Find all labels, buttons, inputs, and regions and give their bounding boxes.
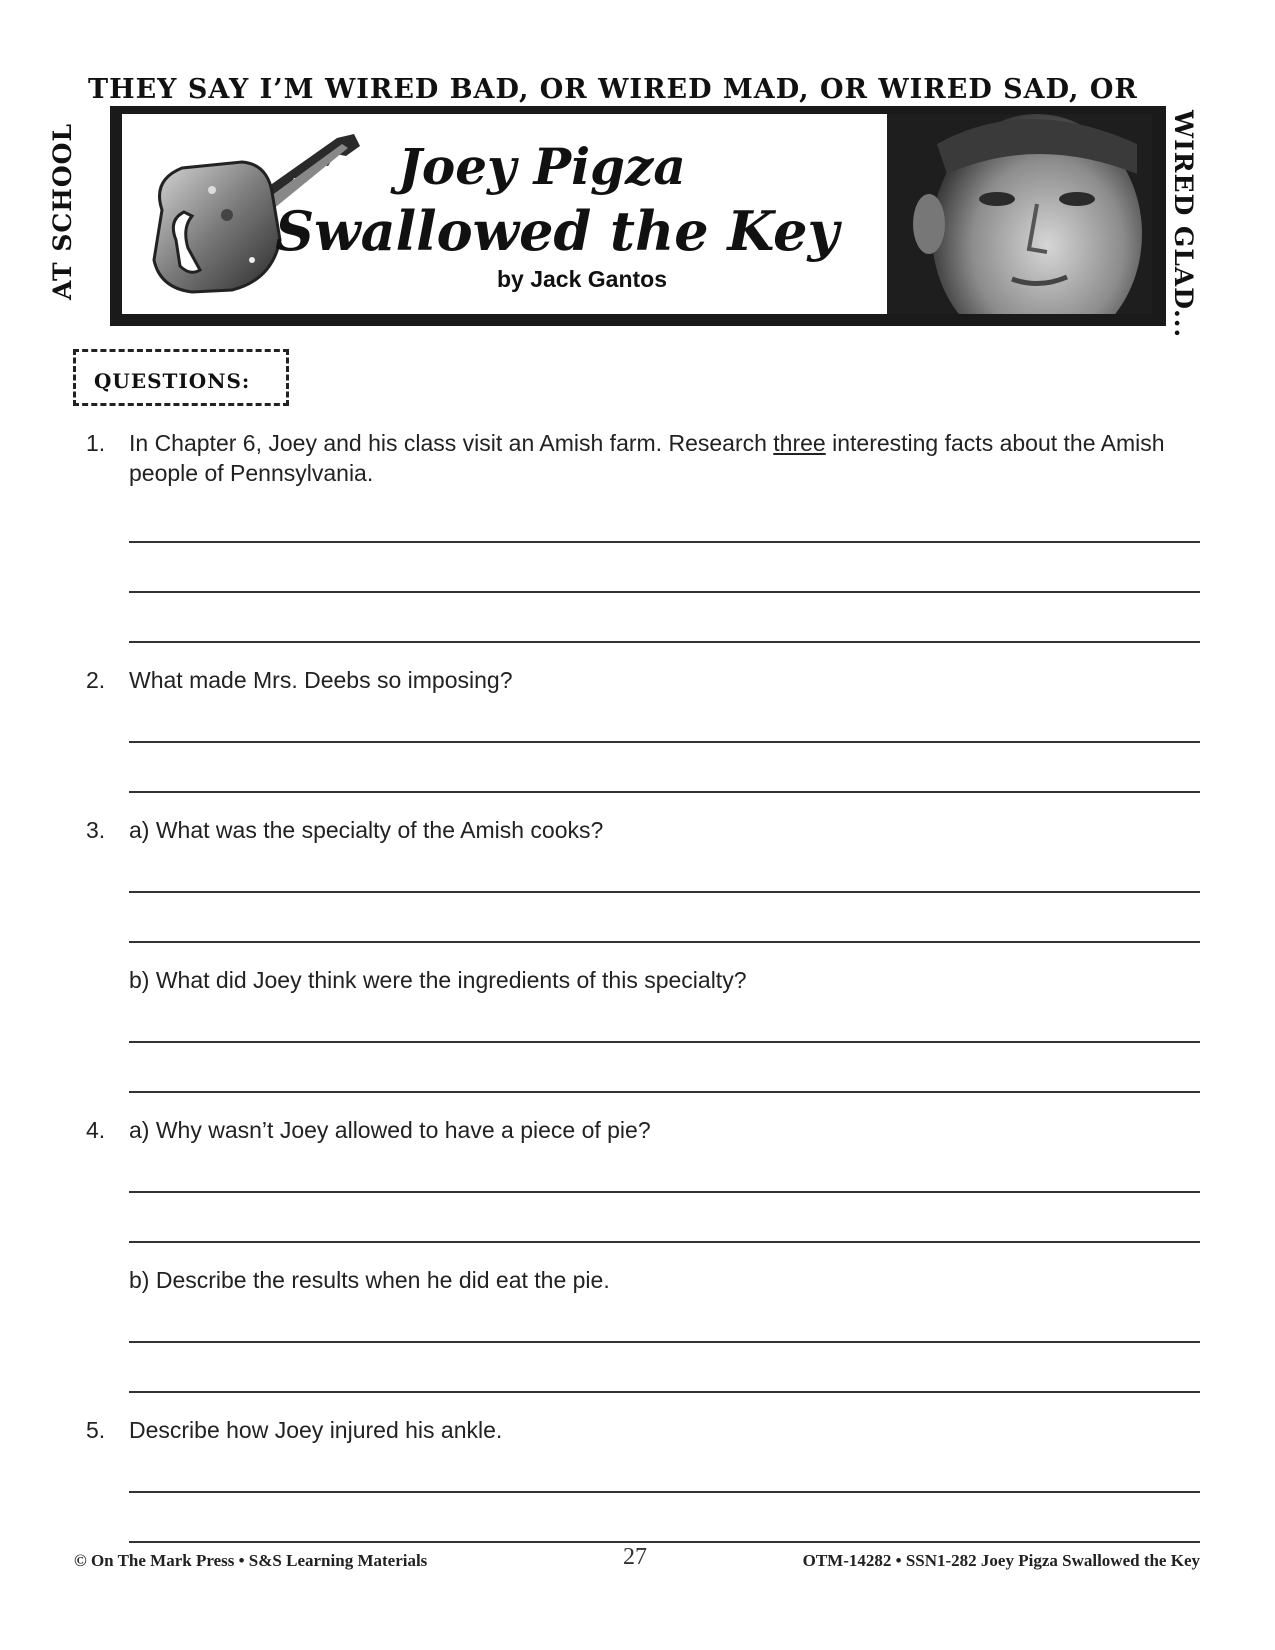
book-title-line-2: Swallowed the Key (275, 199, 839, 263)
answer-line[interactable] (129, 791, 1200, 793)
book-title-line-1: Joey Pigza (398, 137, 686, 196)
underlined-word: three (773, 430, 826, 456)
answer-line[interactable] (129, 1391, 1200, 1393)
book-author: by Jack Gantos (496, 266, 668, 292)
question-text-part: In Chapter 6, Joey and his class visit an Amish farm. Research (129, 430, 774, 456)
question-text (129, 428, 1199, 488)
question-number: 2. (86, 667, 106, 693)
banner-top-text: THEY SAY I’M WIRED BAD, OR WIRED MAD, OR WIRED SAD, OR (88, 74, 1138, 105)
questions-label: QUESTIONS: (73, 349, 289, 406)
question-number: 5. (86, 1417, 106, 1443)
answer-line[interactable] (129, 1241, 1200, 1243)
question-text: b) Describe the results when he did eat the pie. (129, 1267, 610, 1293)
answer-line[interactable] (129, 941, 1200, 943)
answer-line[interactable] (129, 1041, 1200, 1043)
answer-line[interactable] (129, 541, 1200, 543)
book-title (122, 137, 1152, 263)
banner-left-text: AT SCHOOL (48, 122, 77, 300)
answer-line[interactable] (129, 1091, 1200, 1093)
answer-line[interactable] (129, 591, 1200, 593)
answer-line[interactable] (129, 1191, 1200, 1193)
question-text-part: interesting facts about the Amish people of Pennsylvania. (129, 430, 1165, 486)
question-number: 3. (86, 817, 106, 843)
answer-line[interactable] (129, 891, 1200, 893)
banner-right-text: WIRED GLAD... (1169, 110, 1198, 339)
footer-product-code: OTM-14282 • SSN1-282 Joey Pigza Swallowed the Key (802, 1551, 1200, 1570)
answer-line[interactable] (129, 1541, 1200, 1543)
title-banner (110, 106, 1166, 326)
footer-copyright: © On The Mark Press • S&S Learning Materials (74, 1551, 428, 1570)
answer-line[interactable] (129, 1341, 1200, 1343)
question-text: Describe how Joey injured his ankle. (129, 1417, 503, 1443)
question-text: b) What did Joey think were the ingredients of this specialty? (129, 967, 747, 993)
question-text: a) What was the specialty of the Amish cooks? (129, 817, 604, 843)
question-text: a) Why wasn’t Joey allowed to have a piece of pie? (129, 1117, 651, 1143)
page-number: 27 (623, 1544, 647, 1570)
question-number: 1. (86, 430, 106, 456)
answer-line[interactable] (129, 1491, 1200, 1493)
question-number: 4. (86, 1117, 106, 1143)
answer-line[interactable] (129, 741, 1200, 743)
answer-line[interactable] (129, 641, 1200, 643)
question-text: What made Mrs. Deebs so imposing? (129, 667, 513, 693)
title-banner-inner (122, 114, 1152, 314)
